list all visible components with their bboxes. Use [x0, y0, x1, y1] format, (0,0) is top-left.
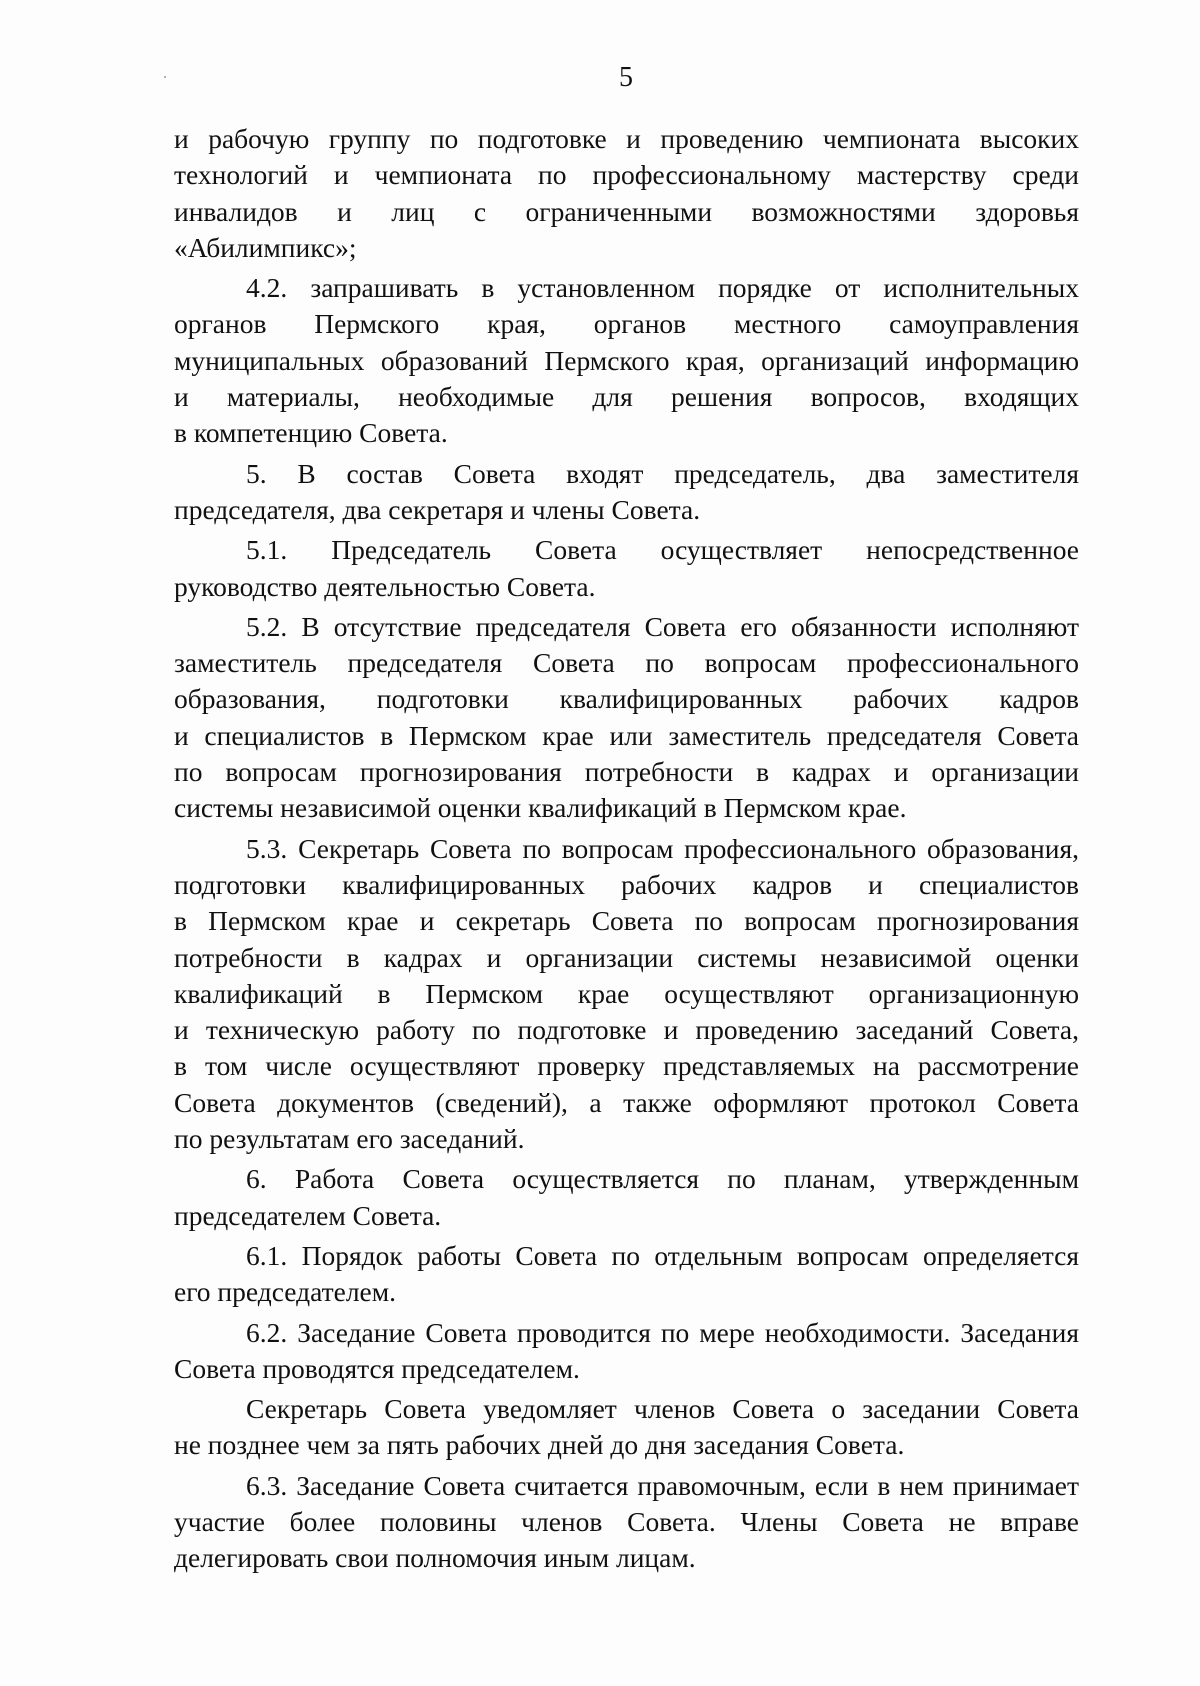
paragraph — [174, 532, 1079, 605]
text-line: в Пермском крае и секретарь Совета по вопросам прогнозирования — [174, 905, 1079, 937]
text-line: системы независимой оценки квалификаций в Пермском крае. — [174, 792, 907, 824]
paragraph — [174, 1391, 1079, 1464]
text-line: по вопросам прогнозирования потребности в кадрах и организации — [174, 756, 1079, 788]
text-line: и материалы, необходимые для решения вопросов, входящих — [174, 381, 1079, 413]
text-line: 5. В состав Совета входят председатель, два заместителя — [246, 457, 1079, 489]
text-line: не позднее чем за пять рабочих дней до дня заседания Совета. — [174, 1429, 905, 1461]
text-line: участие более половины членов Совета. Члены Совета не вправе — [174, 1505, 1079, 1537]
text-line: Секретарь Совета уведомляет членов Совета о заседании Совета — [246, 1393, 1079, 1425]
text-line: «Абилимпикс»; — [174, 231, 357, 263]
page-number: 5 — [619, 62, 633, 93]
text-line: в том числе осуществляют проверку представляемых на рассмотрение — [174, 1050, 1079, 1082]
text-line: квалификаций в Пермском крае осуществляют организационную — [174, 977, 1079, 1009]
paragraph — [174, 121, 1079, 266]
text-line: 6.1. Порядок работы Совета по отдельным вопросам определяется — [246, 1239, 1079, 1271]
paragraph — [174, 1468, 1079, 1577]
text-line: и техническую работу по подготовке и проведению заседаний Совета, — [174, 1014, 1079, 1046]
text-line: и рабочую группу по подготовке и проведению чемпионата высоких — [174, 123, 1079, 154]
text-line: и специалистов в Пермском крае или заместитель председателя Совета — [174, 719, 1079, 751]
text-line: 5.2. В отсутствие председателя Совета его обязанности исполняют — [246, 610, 1079, 642]
text-line: председателя, два секретаря и члены Совета. — [174, 493, 701, 525]
paragraph — [174, 456, 1079, 529]
text-line: руководство деятельностью Совета. — [174, 570, 596, 602]
text-line: Совета документов (сведений), а также оформляют протокол Совета — [174, 1086, 1079, 1118]
text-line: в компетенцию Совета. — [174, 417, 448, 449]
text-line: образования, подготовки квалифицированных рабочих кадров — [174, 683, 1079, 715]
text-line: муниципальных образований Пермского края, организаций информацию — [174, 344, 1079, 376]
text-line: инвалидов и лиц с ограниченными возможностями здоровья — [174, 195, 1079, 227]
text-line: его председателем. — [174, 1276, 397, 1308]
text-line: 5.1. Председатель Совета осуществляет непосредственное — [246, 534, 1079, 566]
text-line: технологий и чемпионата по профессиональному мастерству среди — [174, 159, 1079, 191]
paragraph — [174, 1315, 1079, 1388]
text-line: председателем Совета. — [174, 1199, 442, 1231]
text-line: 5.3. Секретарь Совета по вопросам профессионального образования, — [246, 832, 1079, 864]
paragraph — [174, 270, 1079, 451]
text-line: по результатам его заседаний. — [174, 1123, 525, 1155]
text-line: 6.3. Заседание Совета считается правомочным, если в нем принимает — [246, 1469, 1079, 1501]
document-body — [174, 121, 1079, 1581]
text-line: 6.2. Заседание Совета проводится по мере необходимости. Заседания — [246, 1316, 1079, 1348]
text-line: Совета проводятся председателем. — [174, 1352, 580, 1384]
text-line: 4.2. запрашивать в установленном порядке от исполнительных — [246, 272, 1079, 304]
paragraph — [174, 609, 1079, 827]
text-line: 6. Работа Совета осуществляется по планам, утвержденным — [246, 1163, 1079, 1195]
paragraph — [174, 831, 1079, 1158]
text-line: потребности в кадрах и организации системы независимой оценки — [174, 941, 1079, 973]
text-line: подготовки квалифицированных рабочих кадров и специалистов — [174, 868, 1079, 900]
text-line: заместитель председателя Совета по вопросам профессионального — [174, 647, 1079, 679]
text-line: органов Пермского края, органов местного самоуправления — [174, 308, 1079, 340]
paragraph — [174, 1161, 1079, 1234]
paragraph — [174, 1238, 1079, 1311]
text-line: делегировать свои полномочия иным лицам. — [174, 1542, 696, 1574]
